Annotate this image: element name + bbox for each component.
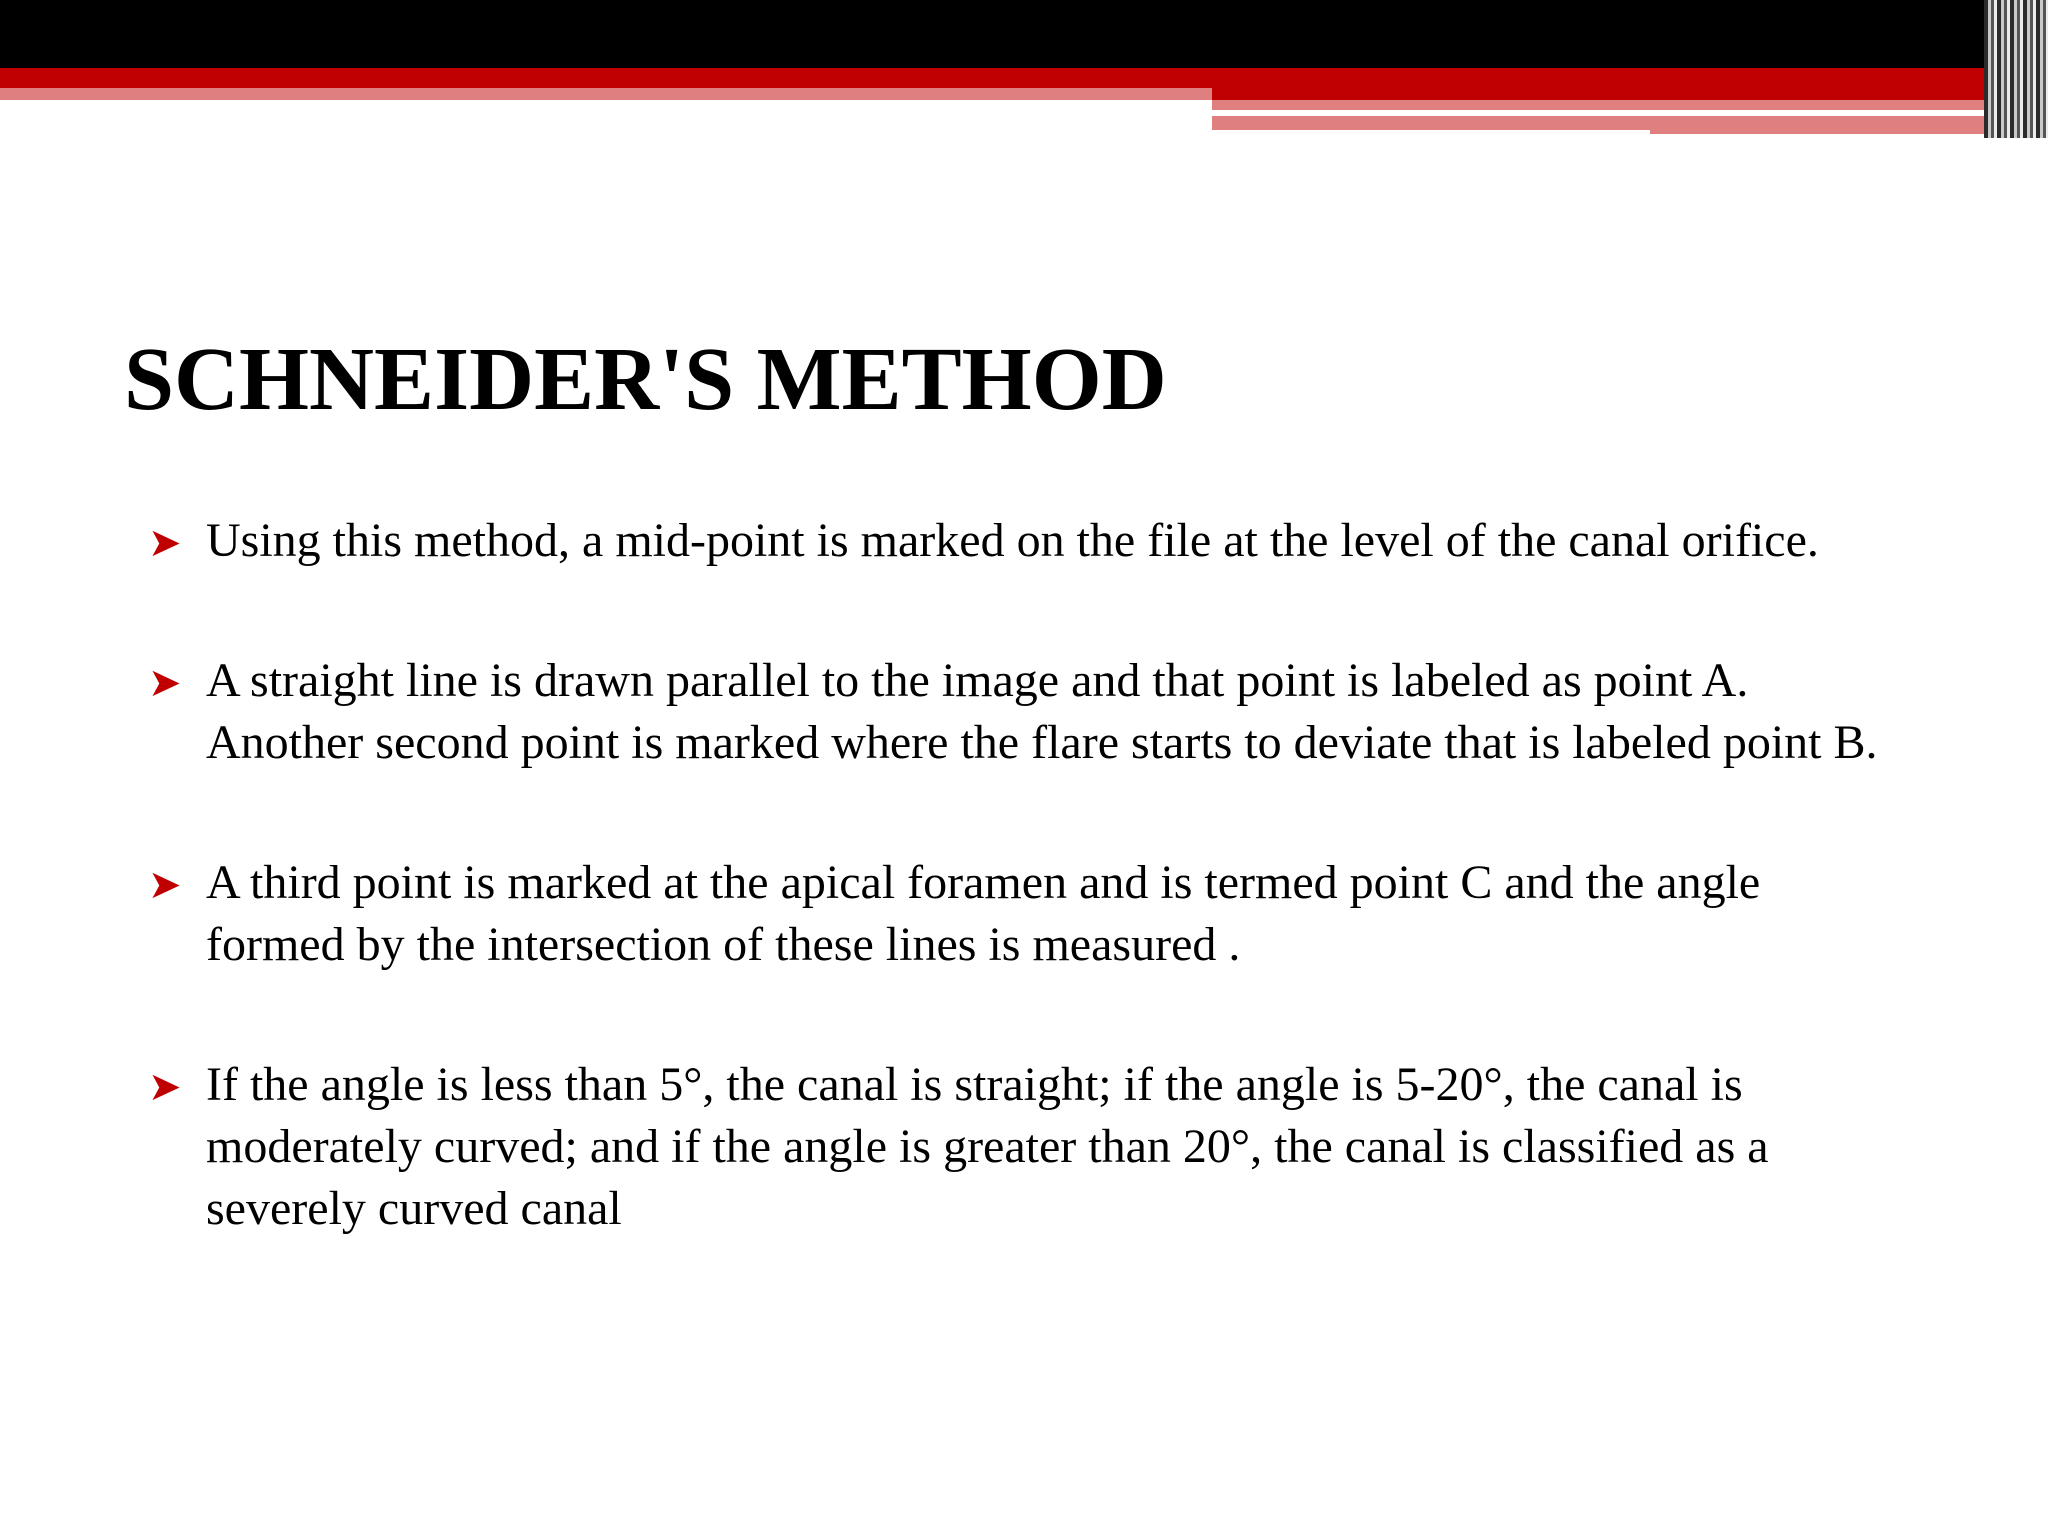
bullet-item	[148, 510, 1888, 572]
header-pink-bar-right-lower	[1212, 116, 2048, 130]
arrowhead-bullet-icon: ➤	[148, 862, 182, 908]
bullet-item	[148, 650, 1888, 774]
slide-title: SCHNEIDER'S METHOD	[124, 330, 1167, 429]
header-stripes-decoration	[1984, 0, 2048, 138]
bullet-item	[148, 1054, 1888, 1240]
bullet-list	[148, 510, 1888, 1318]
arrowhead-bullet-icon: ➤	[148, 1064, 182, 1110]
bullet-text: Using this method, a mid-point is marked on the file at the level of the canal orifice.	[206, 514, 1819, 567]
bullet-text: A straight line is drawn parallel to the image and that point is labeled as point A. Another second point is marked where the flare starts to deviate that is labeled point B.	[206, 654, 1878, 769]
header-black-bar	[0, 0, 2048, 68]
header-red-bar-right	[1212, 88, 2048, 100]
header-red-bar	[0, 68, 2048, 88]
header-pink-bar-right	[1212, 100, 2048, 110]
bullet-text: A third point is marked at the apical foramen and is termed point C and the angle formed by the intersection of these lines is measured .	[206, 856, 1761, 971]
header-pink-bar-left	[0, 88, 1212, 100]
bullet-text: If the angle is less than 5°, the canal is straight; if the angle is 5-20°, the canal is moderately curved; and if the angle is greater than 20°, the canal is classified as a severely curved canal	[206, 1058, 1769, 1235]
arrowhead-bullet-icon: ➤	[148, 660, 182, 706]
arrowhead-bullet-icon: ➤	[148, 520, 182, 566]
bullet-item	[148, 852, 1888, 976]
